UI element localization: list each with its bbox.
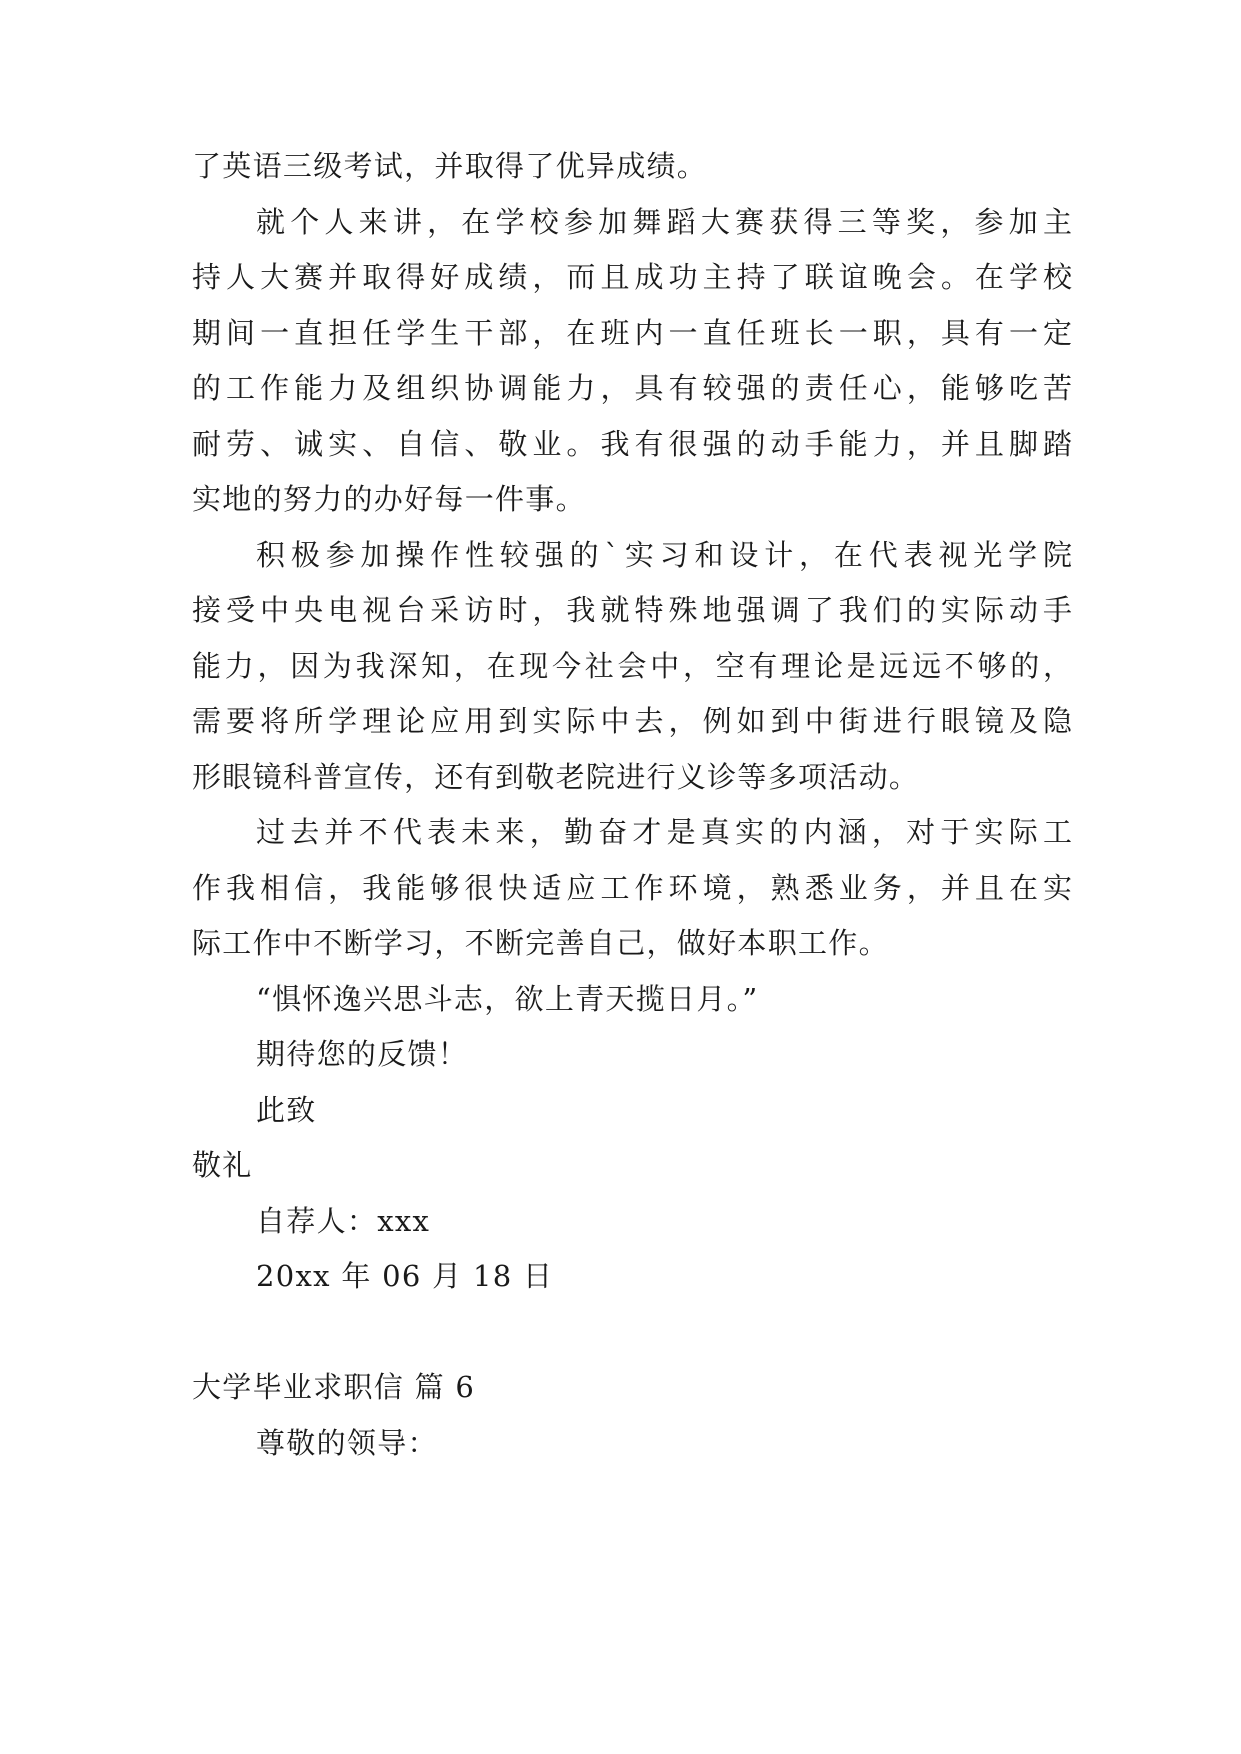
paragraph-2-line-3: 期间一直担任学生干部，在班内一直任班长一职，具有一定 [192, 316, 1072, 350]
paragraph-1-line-1: 了英语三级考试，并取得了优异成绩。 [192, 149, 708, 183]
paragraph-3-line-5: 形眼镜科普宣传，还有到敬老院进行义诊等多项活动。 [192, 760, 920, 794]
closing-cizhi: 此致 [256, 1093, 317, 1127]
paragraph-4-line-3: 际工作中不断学习，不断完善自己，做好本职工作。 [192, 926, 889, 960]
closing-expect-feedback: 期待您的反馈！ [256, 1037, 469, 1071]
salutation-jingli: 敬礼 [192, 1148, 253, 1182]
paragraph-2-line-4: 的工作能力及组织协调能力，具有较强的责任心，能够吃苦 [192, 371, 1072, 405]
signature: 自荐人：xxx [256, 1204, 431, 1238]
paragraph-2-line-2: 持人大赛并取得好成绩，而且成功主持了联谊晚会。在学校 [192, 260, 1072, 294]
quote: “惧怀逸兴思斗志，欲上青天揽日月。” [256, 982, 759, 1016]
paragraph-2-line-1: 就个人来讲，在学校参加舞蹈大赛获得三等奖，参加主 [256, 205, 1072, 239]
paragraph-4-line-2: 作我相信，我能够很快适应工作环境，熟悉业务，并且在实 [192, 871, 1072, 905]
paragraph-3-line-2: 接受中央电视台采访时，我就特殊地强调了我们的实际动手 [192, 593, 1072, 627]
paragraph-4-line-1: 过去并不代表未来，勤奋才是真实的内涵，对于实际工 [256, 815, 1072, 849]
paragraph-3-line-4: 需要将所学理论应用到实际中去，例如到中街进行眼镜及隐 [192, 704, 1072, 738]
paragraph-3-line-3: 能力，因为我深知，在现今社会中，空有理论是远远不够的， [192, 649, 1072, 683]
paragraph-2-line-6: 实地的努力的办好每一件事。 [192, 482, 586, 516]
paragraph-3-line-1: 积极参加操作性较强的`实习和设计，在代表视光学院 [256, 538, 1072, 572]
greeting: 尊敬的领导： [256, 1426, 438, 1460]
paragraph-2-line-5: 耐劳、诚实、自信、敬业。我有很强的动手能力，并且脚踏 [192, 427, 1072, 461]
date: 20xx 年 06 月 18 日 [256, 1259, 554, 1293]
section-title: 大学毕业求职信 篇 6 [192, 1370, 476, 1404]
